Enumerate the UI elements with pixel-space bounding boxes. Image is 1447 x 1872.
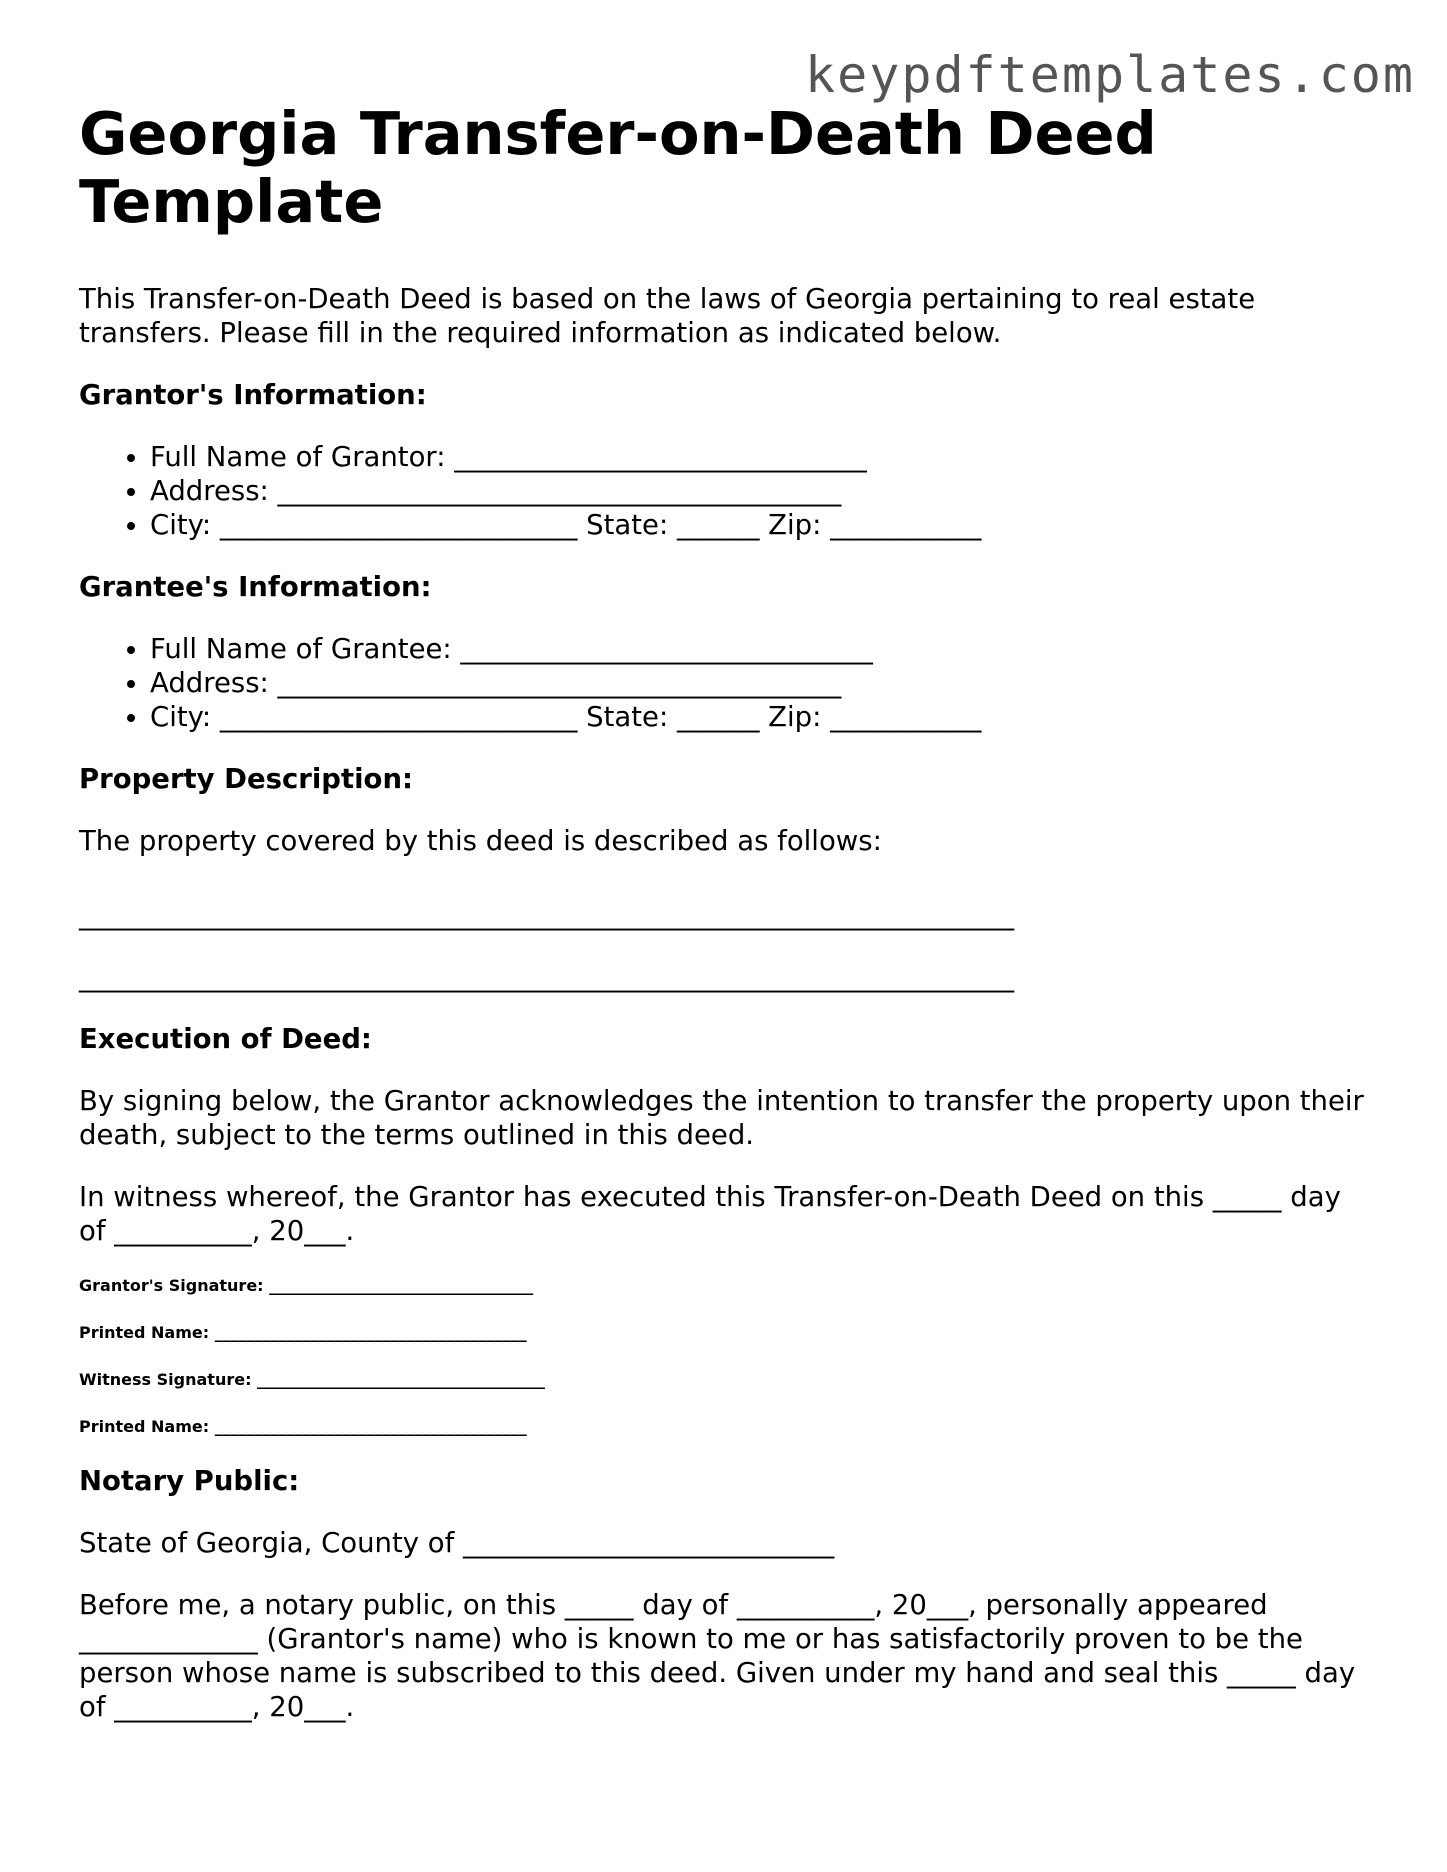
property-line-1[interactable]: ____________________________________________________________________ [79, 899, 1014, 931]
execution-text-2[interactable]: In witness whereof, the Grantor has executed this Transfer-on-Death Deed on this _____ day of __________, 20___. [79, 1181, 1350, 1247]
property-line-2[interactable]: ____________________________________________________________________ [79, 961, 1014, 993]
grantee-heading: Grantee's Information: [79, 571, 432, 603]
grantor-signature-field[interactable]: Grantor's Signature: _________________________________ [79, 1276, 534, 1295]
watermark: keypdftemplates.com [805, 46, 1415, 104]
notary-heading: Notary Public: [79, 1465, 300, 1497]
notary-county-field[interactable]: State of Georgia, County of ___________________________ [79, 1527, 835, 1559]
grantee-fields [79, 632, 1369, 734]
grantee-city-state-zip-field[interactable]: • City: __________________________ State: ______ Zip: ___________ [150, 700, 1369, 734]
grantee-name-field[interactable]: • Full Name of Grantee: ______________________________ [150, 632, 1369, 666]
grantor-name-field[interactable]: • Full Name of Grantor: ______________________________ [150, 440, 1369, 474]
notary-text[interactable]: Before me, a notary public, on this _____ day of __________, 20___, personally appeared _____________ (Grantor's name) who is known to me or has satisfactorily proven to be the person whose name is subscribed to this deed. Given under my hand and seal this _____ day of __________, 20___. [79, 1589, 1364, 1723]
property-heading: Property Description: [79, 763, 414, 795]
document-page [79, 99, 1373, 1724]
grantor-fields [79, 440, 1369, 542]
property-text: The property covered by this deed is described as follows: [79, 825, 882, 857]
grantor-city-state-zip-field[interactable]: • City: __________________________ State: ______ Zip: ___________ [150, 508, 1369, 542]
grantor-address-field[interactable]: • Address: _________________________________________ [150, 474, 1369, 508]
grantor-heading: Grantor's Information: [79, 379, 427, 411]
execution-heading: Execution of Deed: [79, 1023, 372, 1055]
execution-text-1: By signing below, the Grantor acknowledges the intention to transfer the property upon their death, subject to the terms outlined in this deed. [79, 1085, 1373, 1151]
intro-text: This Transfer-on-Death Deed is based on the laws of Georgia pertaining to real estate transfers. Please fill in the required information as indicated below. [79, 283, 1264, 349]
printed-name-field-2[interactable]: Printed Name: _______________________________________ [79, 1417, 527, 1436]
printed-name-field-1[interactable]: Printed Name: _______________________________________ [79, 1323, 527, 1342]
grantee-address-field[interactable]: • Address: _________________________________________ [150, 666, 1369, 700]
witness-signature-field[interactable]: Witness Signature: ____________________________________ [79, 1370, 546, 1389]
page-title: Georgia Transfer-on-Death Deed Template [79, 99, 1157, 236]
